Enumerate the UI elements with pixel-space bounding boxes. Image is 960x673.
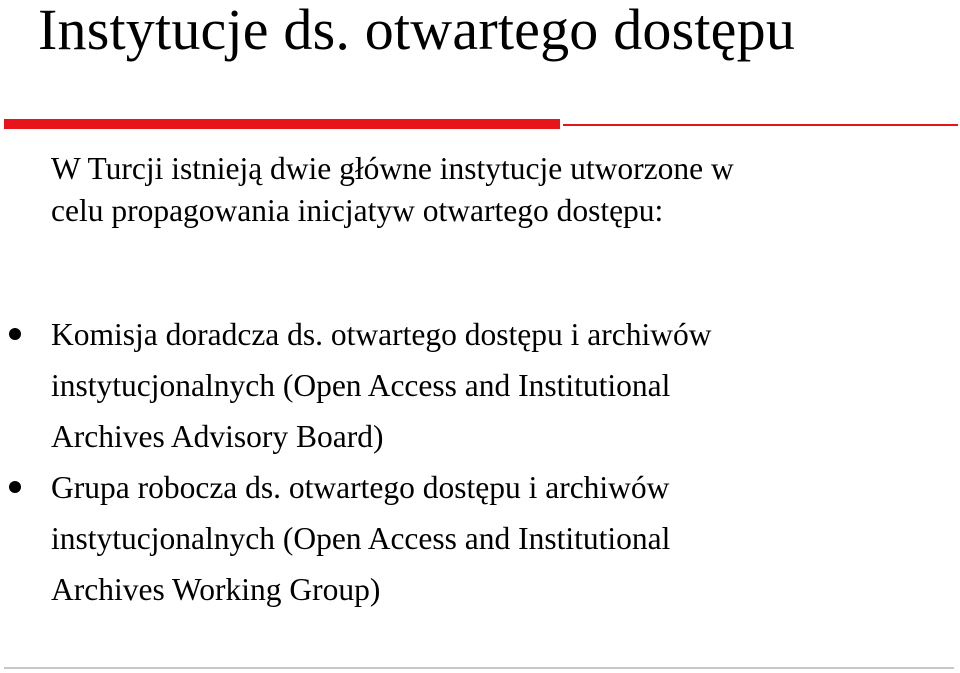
title-underline-thin-bar <box>563 124 958 126</box>
list-item-advisory-board <box>0 309 940 462</box>
list-item-working-group <box>0 462 940 615</box>
list-item-line: Archives Working Group) <box>51 572 381 607</box>
bullet-dot-icon <box>9 328 21 340</box>
bullet-dot-icon <box>9 481 21 493</box>
list-item-line: Komisja doradcza ds. otwartego dostępu i archiwów <box>51 317 712 352</box>
footer-rule <box>4 667 954 669</box>
slide-title: Instytucje ds. otwartego dostępu <box>38 0 796 62</box>
title-underline-red-bar <box>4 119 560 129</box>
intro-line: celu propagowania inicjatyw otwartego dostępu: <box>51 193 664 228</box>
title-underline <box>0 116 960 132</box>
list-item-line: Grupa robocza ds. otwartego dostępu i archiwów <box>51 470 670 505</box>
intro-line: W Turcji istnieją dwie główne instytucje utworzone w <box>51 151 734 186</box>
list-item-line: Archives Advisory Board) <box>51 419 384 454</box>
institution-list <box>0 309 940 615</box>
list-item-line: instytucjonalnych (Open Access and Institutional <box>51 521 671 556</box>
intro-paragraph <box>51 148 931 232</box>
list-item-line: instytucjonalnych (Open Access and Institutional <box>51 368 671 403</box>
